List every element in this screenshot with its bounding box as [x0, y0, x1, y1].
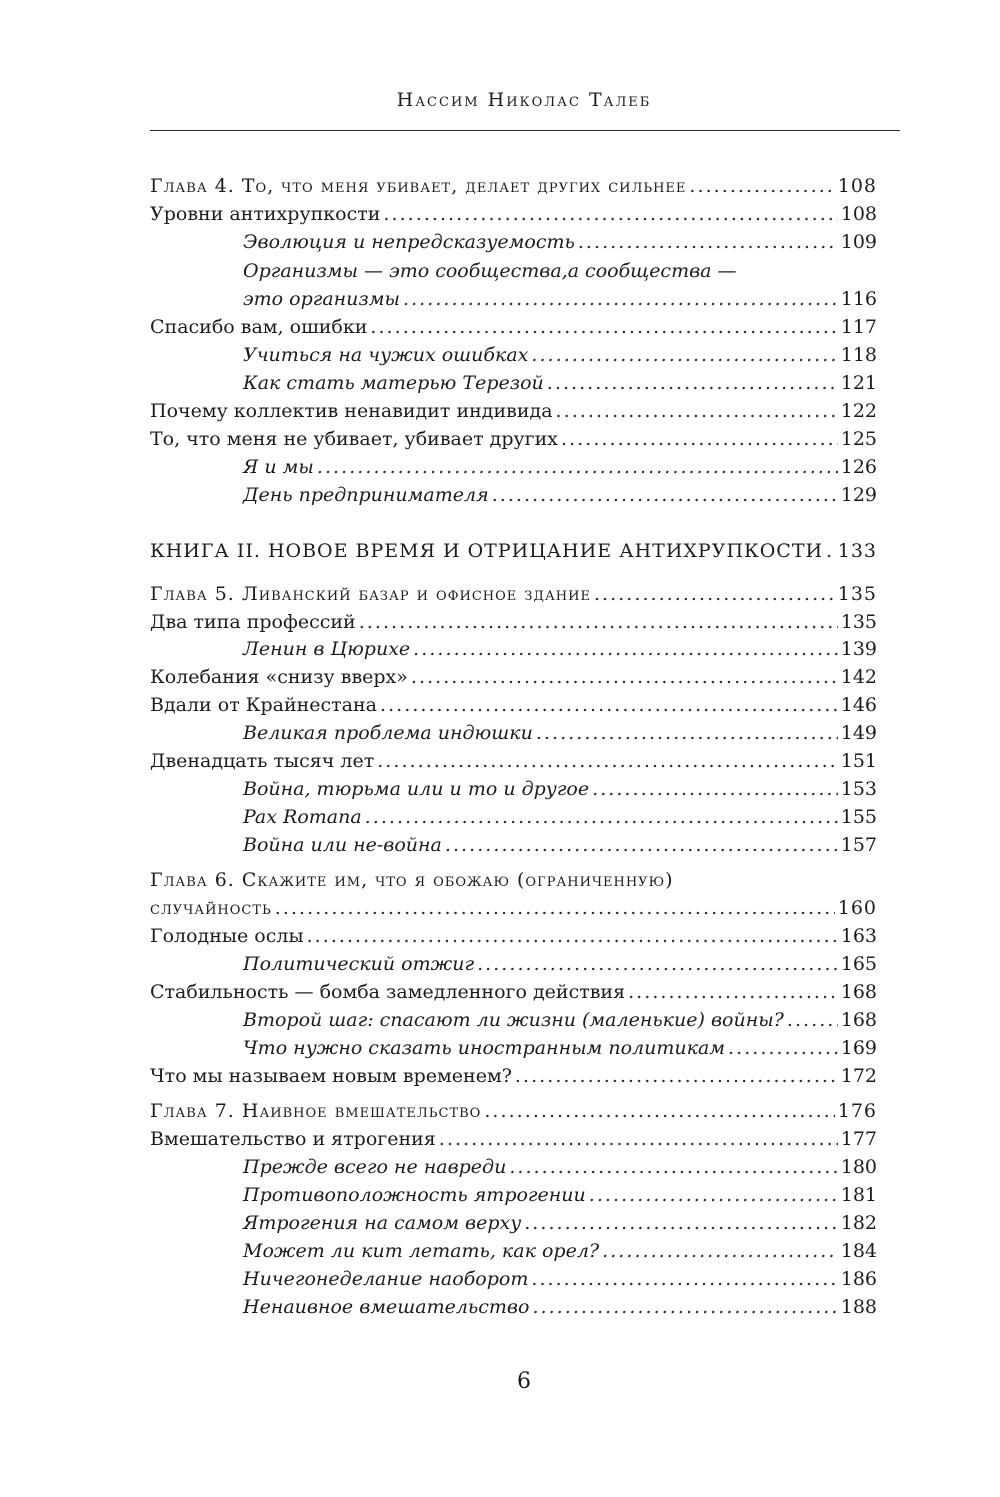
toc-dot-leader	[365, 803, 838, 831]
toc-dot-leader	[439, 1125, 838, 1153]
toc-entry-title: Война или не-война	[243, 834, 442, 856]
toc-dot-leader	[317, 453, 838, 481]
toc-entry-page: 116	[840, 288, 877, 310]
toc-subentry[interactable]	[243, 1006, 877, 1034]
toc-entry[interactable]	[150, 608, 877, 636]
toc-entry-title: Вдали от Крайнестана	[150, 694, 377, 716]
toc-entry-page: 181	[840, 1184, 877, 1206]
toc-entry-page: 177	[840, 1128, 877, 1150]
toc-entry-title: Колебания «снизу вверх»	[150, 666, 408, 688]
toc-entry-title: Война, тюрьма или и то и другое	[243, 778, 590, 800]
toc-dot-leader	[484, 1097, 834, 1125]
toc-dot-leader	[602, 1237, 838, 1265]
toc-chapter-4[interactable]	[150, 172, 877, 200]
toc-entry-page: 163	[840, 925, 877, 947]
toc-dot-leader	[536, 719, 838, 747]
toc-dot-leader	[515, 1062, 838, 1090]
toc-entry-page: 142	[840, 666, 877, 688]
toc-entry-page: 168	[840, 1009, 877, 1031]
toc-dot-leader	[547, 369, 838, 397]
toc-dot-leader	[561, 425, 838, 453]
toc-entry-title: Ленин в Цюрихе	[243, 638, 411, 660]
toc-entry-page: 135	[837, 583, 877, 605]
toc-entry-title: Ятрогения на самом верху	[243, 1212, 522, 1234]
toc-subentry[interactable]	[243, 228, 877, 256]
toc-dot-leader	[531, 341, 837, 369]
toc-entry[interactable]	[150, 1125, 877, 1153]
toc-entry-title: Спасибо вам, ошибки	[150, 316, 368, 338]
toc-subentry[interactable]	[243, 803, 877, 831]
toc-entry-title: Глава 5. Ливанский базар и офисное здание	[150, 583, 591, 605]
toc-entry-page: 184	[840, 1240, 877, 1262]
toc-entry-page: 155	[840, 806, 877, 828]
toc-subentry[interactable]	[243, 341, 877, 369]
toc-entry[interactable]	[150, 691, 877, 719]
toc-entry-page: 153	[840, 778, 877, 800]
toc-subentry[interactable]	[243, 1265, 877, 1293]
toc-dot-leader	[403, 285, 838, 313]
toc-chapter-5[interactable]	[150, 580, 877, 608]
toc-entry-title: Глава 4. То, что меня убивает, делает других сильнее	[150, 175, 687, 197]
toc-dot-leader	[524, 1209, 838, 1237]
toc-subentry[interactable]	[243, 719, 877, 747]
toc-dot-leader	[380, 691, 838, 719]
toc-entry-title: КНИГА II. НОВОЕ ВРЕМЯ И ОТРИЦАНИЕ АНТИХРУПКОСТИ	[150, 540, 824, 562]
toc-entry-page: 146	[840, 694, 877, 716]
toc-entry-title: случайность	[150, 897, 272, 919]
toc-entry-title: Может ли кит летать, как орел?	[243, 1240, 600, 1262]
toc-entry-title: Два типа профессий	[150, 611, 356, 633]
toc-entry[interactable]	[150, 922, 877, 950]
toc-entry-page: 139	[840, 638, 877, 660]
toc-subentry[interactable]	[243, 1034, 877, 1062]
toc-entry[interactable]	[150, 397, 877, 425]
toc-entry-page: 135	[840, 611, 877, 633]
toc-subentry[interactable]	[243, 1293, 877, 1321]
toc-entry-title: Эволюция и непредсказуемость	[243, 231, 575, 253]
table-of-contents	[150, 0, 877, 1340]
toc-entry-title: Почему коллектив ненавидит индивида	[150, 400, 553, 422]
toc-entry-page: 149	[840, 722, 877, 744]
toc-entry-page: 118	[840, 344, 877, 366]
toc-entry-page: 186	[840, 1268, 877, 1290]
toc-dot-leader	[589, 1181, 838, 1209]
toc-entry[interactable]	[150, 978, 877, 1006]
toc-dot-leader	[275, 894, 835, 922]
toc-entry-page: 129	[840, 484, 877, 506]
toc-dot-leader	[445, 831, 838, 859]
toc-entry-title: Как стать матерью Терезой	[243, 372, 544, 394]
toc-entry-title: Учиться на чужих ошибках	[243, 344, 529, 366]
toc-dot-leader	[359, 608, 838, 636]
toc-dot-leader	[477, 950, 838, 978]
toc-entry[interactable]	[150, 1062, 877, 1090]
toc-entry-title: Организмы — это сообщества,а сообщества —	[243, 260, 737, 282]
toc-subentry[interactable]	[243, 1237, 877, 1265]
toc-entry-title: Голодные ослы	[150, 925, 304, 947]
toc-entry[interactable]	[150, 313, 877, 341]
toc-entry[interactable]	[150, 200, 877, 228]
toc-entry-page: 151	[840, 750, 877, 772]
toc-entry-page: 182	[840, 1212, 877, 1234]
toc-entry-page: 188	[840, 1296, 877, 1318]
toc-entry-page: 172	[840, 1065, 877, 1087]
toc-entry-title: Политический отжиг	[243, 953, 475, 975]
toc-entry-title: То, что меня не убивает, убивает других	[150, 428, 559, 450]
toc-dot-leader	[628, 978, 838, 1006]
toc-subentry[interactable]	[243, 481, 877, 509]
toc-subentry[interactable]	[243, 1153, 877, 1181]
toc-dot-leader	[370, 313, 837, 341]
toc-entry-title: Pax Romana	[243, 806, 362, 828]
toc-entry-page: 125	[840, 428, 877, 450]
toc-subentry[interactable]	[243, 831, 877, 859]
toc-entry-page: 160	[837, 897, 877, 919]
toc-dot-leader	[594, 580, 835, 608]
toc-entry-page: 176	[837, 1100, 877, 1122]
toc-entry-page: 168	[840, 981, 877, 1003]
toc-dot-leader	[728, 1034, 838, 1062]
toc-subentry[interactable]	[243, 285, 877, 313]
toc-entry-title: Противоположность ятрогении	[243, 1184, 586, 1206]
running-head-title: Нассим Николас Талеб	[396, 89, 652, 111]
toc-entry-page: 122	[840, 400, 877, 422]
toc-entry-page: 121	[840, 372, 877, 394]
toc-entry-title: это организмы	[243, 288, 401, 310]
toc-dot-leader	[787, 1006, 838, 1034]
toc-dot-leader	[532, 1293, 837, 1321]
toc-chapter-7[interactable]	[150, 1097, 877, 1125]
toc-dot-leader	[492, 481, 838, 509]
toc-entry-title: Стабильность — бомба замедленного действия	[150, 981, 626, 1003]
toc-subentry[interactable]	[243, 635, 877, 663]
toc-subentry[interactable]	[243, 453, 877, 481]
toc-entry-title: Ненаивное вмешательство	[243, 1296, 530, 1318]
toc-entry-title: Глава 6. Скажите им, что я обожаю (ограниченную)	[150, 869, 674, 891]
toc-dot-leader	[509, 1153, 837, 1181]
toc-subentry-line1[interactable]	[243, 257, 877, 285]
toc-entry-page: 108	[837, 175, 877, 197]
toc-entry[interactable]	[150, 425, 877, 453]
toc-entry-title: День предпринимателя	[243, 484, 489, 506]
toc-entry-title: Второй шаг: спасают ли жизни (маленькие) войны?	[243, 1009, 784, 1031]
toc-entry-title: Прежде всего не навреди	[243, 1156, 507, 1178]
toc-entry-page: 165	[840, 953, 877, 975]
toc-dot-leader	[826, 537, 835, 565]
toc-entry-page: 126	[840, 456, 877, 478]
toc-dot-leader	[556, 397, 838, 425]
toc-entry-title: Великая проблема индюшки	[243, 722, 533, 744]
toc-entry-title: Вмешательство и ятрогения	[150, 1128, 436, 1150]
toc-entry-page: 117	[840, 316, 877, 338]
toc-chapter-6-line2[interactable]	[150, 894, 877, 922]
toc-dot-leader	[531, 1265, 837, 1293]
toc-entry-page: 157	[840, 834, 877, 856]
toc-entry-page: 169	[840, 1037, 877, 1059]
toc-entry[interactable]	[150, 663, 877, 691]
toc-dot-leader	[377, 747, 838, 775]
toc-subentry[interactable]	[243, 1181, 877, 1209]
toc-entry-page: 133	[837, 540, 877, 562]
toc-dot-leader	[413, 635, 838, 663]
toc-entry-page: 108	[840, 203, 877, 225]
toc-chapter-6-line1[interactable]	[150, 866, 877, 894]
toc-entry-title: Глава 7. Наивное вмешательство	[150, 1100, 482, 1122]
toc-dot-leader	[578, 228, 838, 256]
toc-entry-title: Двенадцать тысяч лет	[150, 750, 375, 772]
toc-dot-leader	[383, 200, 837, 228]
toc-entry-title: Ничегонеделание наоборот	[243, 1268, 529, 1290]
toc-dot-leader	[411, 663, 838, 691]
toc-subentry[interactable]	[243, 369, 877, 397]
toc-entry[interactable]	[150, 747, 877, 775]
toc-entry-page: 180	[840, 1156, 877, 1178]
toc-book-2[interactable]	[150, 537, 877, 565]
toc-subentry[interactable]	[243, 950, 877, 978]
toc-dot-leader	[592, 775, 838, 803]
toc-dot-leader	[307, 922, 838, 950]
toc-entry-page: 109	[840, 231, 877, 253]
toc-subentry[interactable]	[243, 775, 877, 803]
toc-dot-leader	[689, 172, 834, 200]
toc-entry-title: Что мы называем новым временем?	[150, 1065, 512, 1087]
toc-subentry[interactable]	[243, 1209, 877, 1237]
page-number: 6	[517, 1369, 531, 1394]
toc-entry-title: Что нужно сказать иностранным политикам	[243, 1037, 726, 1059]
toc-entry-title: Уровни антихрупкости	[150, 203, 381, 225]
toc-entry-title: Я и мы	[243, 456, 314, 478]
